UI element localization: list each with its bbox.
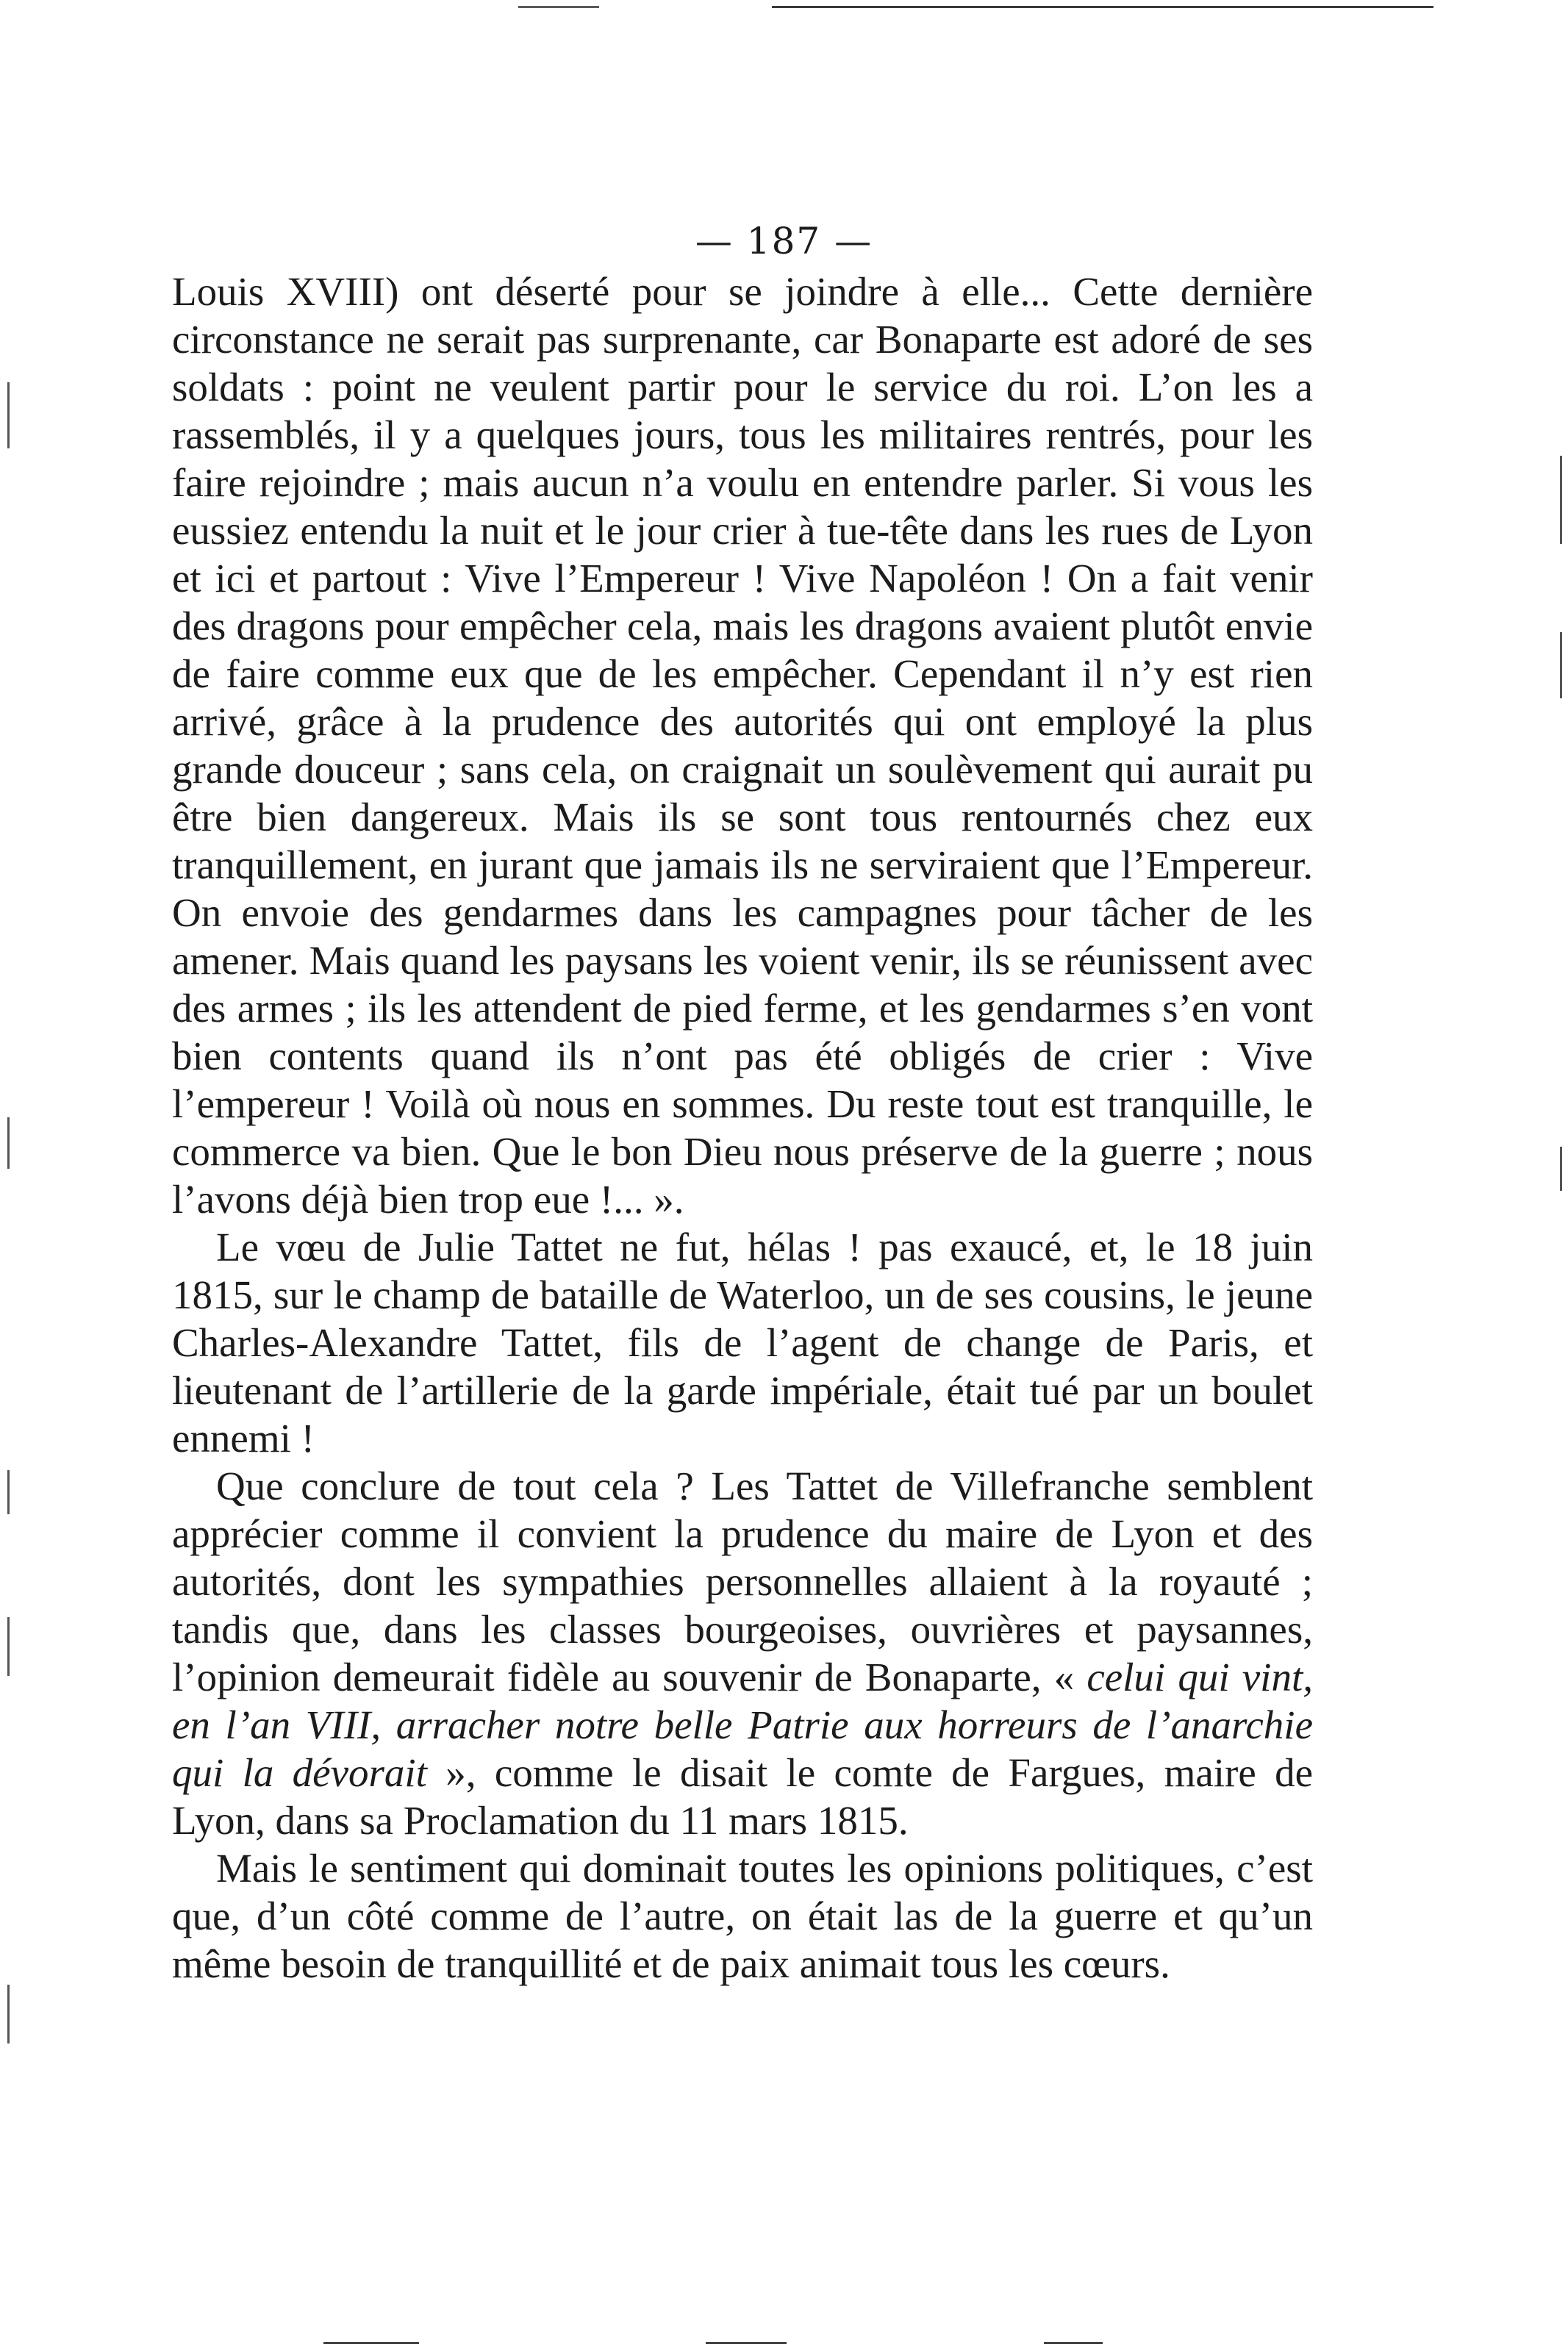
paragraph (172, 1462, 1313, 1844)
page-number: — 187 — (695, 220, 873, 262)
text-run: Que conclure de tout cela ? Les Tattet de Villefranche semblent apprécier comme il convient la prudence du maire de Lyon et des autorités, dont les sympathies personnelles allaient à la royauté ; tandis que, dans les classes bourgeoises, ouvrières et paysannes, l’opinion demeurait fidèle au souvenir de Bonaparte, « (172, 1464, 1313, 1699)
text-run: Le vœu de Julie Tattet ne fut, hélas ! pas exaucé, et, le 18 juin 1815, sur le champ de bataille de Waterloo, un de ses cousins, le jeune Charles-Alexandre Tattet, fils de l’agent de change de Paris, et lieutenant de l’artillerie de la garde impériale, était tué par un boulet ennemi ! (172, 1225, 1313, 1461)
paragraph (172, 268, 1313, 1223)
italic-quote: celui qui vint, en l’an VIII, arracher notre belle Patrie aux horreurs de l’anarchie qui la dévorait (172, 1655, 1313, 1795)
scan-margin-mark (7, 1985, 10, 2043)
scan-edge-rule (518, 6, 599, 8)
scan-bottom-mark (1044, 2342, 1103, 2344)
text-run: Louis XVIII) ont déserté pour se joindre à elle... Cette dernière circonstance ne serait pas surprenante, car Bonaparte est adoré de ses soldats : point ne veulent partir pour le service du roi. L’on les a rassemblés, il y a quelques jours, tous les militaires rentrés, pour les faire rejoindre ; mais aucun n’a voulu en entendre parler. Si vous les eussiez entendu la nuit et le jour crier à tue-tête dans les rues de Lyon et ici et partout : Vive l’Empereur ! Vive Napoléon ! On a fait venir des dragons pour empêcher cela, mais les dragons avaient plutôt envie de faire comme eux que de les empêcher. Cependant il n’y est rien arrivé, grâce à la prudence des autorités qui ont employé la plus grande douceur ; sans cela, on craignait un soulèvement qui aurait pu être bien dangereux. Mais ils se sont tous rentournés chez eux tranquillement, en jurant que jamais ils ne serviraient que l’Empereur. On envoie des gendarmes dans les campagnes pour tâcher de les amener. Mais quand les paysans les voient venir, ils se réunissent avec des armes ; ils les attendent de pied ferme, et les gendarmes s’en vont bien contents quand ils n’ont pas été obligés de crier : Vive l’empereur ! Voilà où nous en sommes. Du reste tout est tranquille, le commerce va bien. Que le bon Dieu nous préserve de la guerre ; nous l’avons déjà bien trop eue !... ». (172, 269, 1313, 1222)
scan-margin-mark (7, 1117, 10, 1169)
scan-bottom-mark (706, 2342, 787, 2344)
text-run: », comme le disait le comte de Fargues, maire de Lyon, dans sa Proclamation du 11 mars 1815. (172, 1750, 1313, 1843)
body-text (172, 268, 1313, 1988)
scan-edge-rule (772, 6, 1433, 8)
scan-margin-mark (7, 1470, 10, 1514)
scan-margin-mark (7, 382, 10, 448)
scan-bottom-mark (323, 2342, 419, 2344)
paragraph (172, 1223, 1313, 1462)
scan-margin-mark (1560, 632, 1562, 698)
scan-margin-mark (7, 1617, 10, 1676)
text-run: Mais le sentiment qui dominait toutes les opinions politiques, c’est que, d’un côté comme de l’autre, on était las de la guerre et qu’un même besoin de tranquillité et de paix animait tous les cœurs. (172, 1846, 1313, 1986)
scan-margin-mark (1560, 1147, 1562, 1191)
paragraph (172, 1844, 1313, 1988)
scan-margin-mark (1560, 456, 1562, 544)
